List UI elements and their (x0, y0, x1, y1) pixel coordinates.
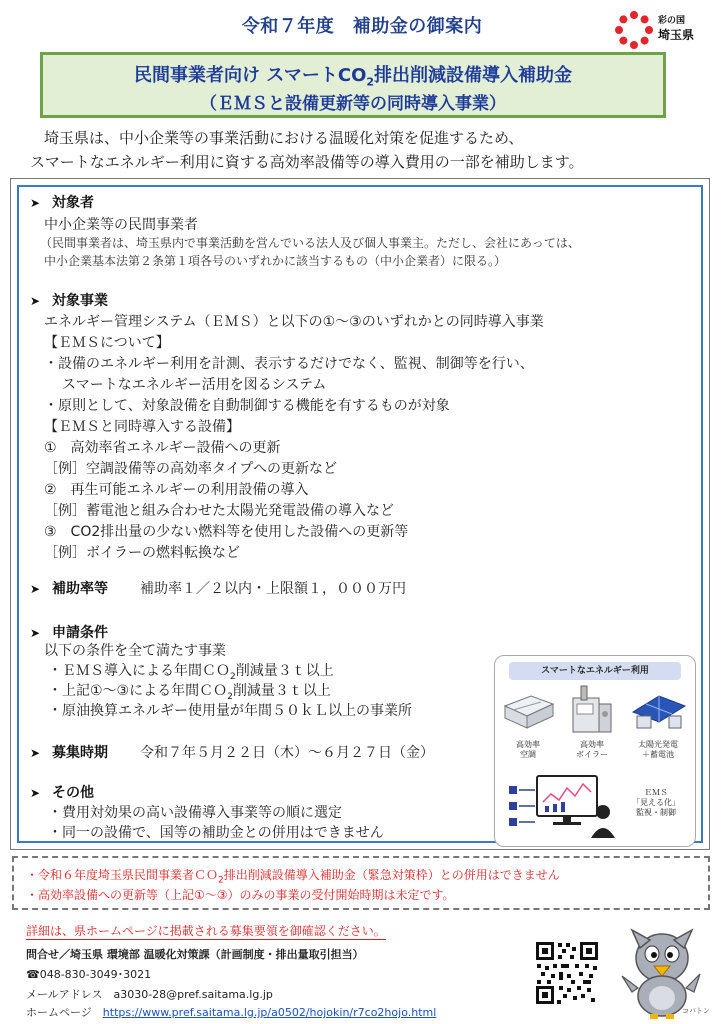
section-heading-project (30, 290, 108, 310)
ems-label-3: 監視・制御 (636, 808, 676, 817)
mail-label: メールアドレス (26, 988, 103, 1001)
arrow-icon: ➤ (30, 746, 41, 760)
aircon-label (501, 740, 555, 760)
arrow-icon: ➤ (30, 786, 41, 800)
sub-title: （ＥＭＳと設備更新等の同時導入事業） (200, 94, 506, 114)
ems-label-1: ＥＭＳ (644, 788, 668, 797)
web-label: ホームページ (26, 1006, 92, 1019)
main-title-post: 排出削減設備導入補助金 (374, 65, 573, 86)
contact-line: 問合せ／埼玉県 環境部 温暖化対策課（計画制度・排出量取引担当） (26, 948, 364, 961)
section-heading-text: 補助率等 (52, 581, 108, 597)
qr-code-icon[interactable] (534, 940, 600, 1006)
notice-box (12, 856, 710, 910)
project-line-5: ・原則として、対象設備を自動制御する機能を有するものが対象 (44, 398, 450, 414)
boiler-icon (567, 684, 617, 734)
notice-line-1 (26, 866, 560, 885)
section-heading-text: 申請条件 (52, 625, 108, 641)
conditions-line-4: ・原油換算エネルギー使用量が年間５０ｋＬ以上の事業所 (48, 703, 412, 719)
target-note-2: 中小企業基本法第２条第１項各号のいずれかに該当するもの（中小企業者）に限る。） (44, 254, 507, 268)
target-note-1: （民間事業者は、埼玉県内で事業活動を営んでいる法人及び個人事業主。ただし、会社にあっては、 (40, 236, 580, 250)
intro-text (30, 126, 710, 174)
section-heading-rate (30, 578, 108, 598)
project-line-11: ③ CO2排出量の少ない燃料等を使用した設備への更新等 (44, 524, 409, 540)
project-line-12: ［例］ボイラーの燃料転換など (44, 545, 240, 561)
web-url-link[interactable]: https://www.pref.saitama.lg.jp/a0502/hojokin/r7co2hojo.html (102, 1006, 437, 1019)
notice-line-1-sub: 2 (218, 875, 224, 886)
arrow-icon: ➤ (30, 196, 41, 210)
section-heading-text: 募集時期 (52, 745, 108, 761)
target-line: 中小企業等の民間事業者 (44, 217, 198, 233)
boiler-label (565, 740, 619, 760)
intro-line-2: スマートなエネルギー利用に資する高効率設備等の導入費用の一部を補助します。 (30, 153, 584, 171)
main-title-pre: 民間事業者向け スマートCO (133, 65, 367, 86)
notice-line-1-pre: ・令和６年度埼玉県民間事業者ＣＯ (26, 868, 219, 882)
project-line-8: ［例］空調設備等の高効率タイプへの更新など (44, 461, 338, 477)
section-heading-period (30, 742, 108, 762)
boiler-label-1: 高効率 (580, 740, 604, 749)
project-line-9: ② 再生可能エネルギーの利用設備の導入 (44, 482, 309, 498)
boiler-label-2: ボイラー (576, 750, 608, 759)
section-heading-other (30, 782, 94, 802)
mail-address[interactable]: a3030-28@pref.saitama.lg.jp (113, 988, 273, 1001)
saitama-logo-icon (614, 10, 654, 50)
ems-label-2: 「見える化」 (632, 798, 680, 807)
notice-line-1-post: 排出削減設備導入補助金（緊急対策枠）との併用はできません (223, 868, 560, 882)
logo-big-text: 埼玉県 (658, 28, 695, 42)
solar-panel-icon (629, 686, 689, 732)
project-line-7: ① 高効率省エネルギー設備への更新 (44, 440, 281, 456)
project-line-6: 【ＥＭＳと同時導入する設備】 (44, 419, 240, 435)
arrow-icon: ➤ (30, 582, 41, 596)
conditions-line-3 (48, 680, 331, 702)
ems-label (621, 788, 691, 818)
aircon-label-1: 高効率 (516, 740, 540, 749)
conditions-line-3-sub: 2 (227, 691, 233, 702)
smart-energy-illustration (494, 655, 696, 847)
project-line-2: 【ＥＭＳについて】 (44, 335, 170, 351)
section-heading-text: 対象者 (52, 195, 94, 211)
conditions-line-2 (48, 660, 334, 682)
section-heading-text: 対象事業 (52, 293, 108, 309)
title-box (40, 52, 666, 118)
solar-label-1: 太陽光発電 (638, 740, 678, 749)
conditions-line-3-post: 削減量３ｔ以上 (232, 683, 331, 699)
main-title (43, 61, 663, 89)
arrow-icon: ➤ (30, 626, 41, 640)
other-line-1: ・費用対効果の高い設備導入事業等の順に選定 (48, 805, 342, 821)
project-line-3: ・設備のエネルギー利用を計測、表示するだけでなく、監視、制御等を行い、 (44, 356, 534, 372)
page-header-title: 令和７年度 補助金の御案内 (241, 16, 483, 37)
conditions-line-2-post: 削減量３ｔ以上 (235, 663, 334, 679)
aircon-icon (501, 694, 555, 732)
section-heading-text: その他 (52, 785, 94, 801)
other-line-2: ・同一の設備で、国等の補助金との併用はできません (48, 825, 384, 841)
solar-label-2: ＋蓄電池 (642, 750, 674, 759)
section-heading-target (30, 192, 94, 212)
rate-value: 補助率１／２以内・上限額１，０００万円 (140, 581, 406, 597)
mascot-name: コバトン (682, 1007, 710, 1015)
aircon-label-2: 空調 (520, 750, 536, 759)
intro-line-1: 埼玉県は、中小企業等の事業活動における温暖化対策を促進するため、 (44, 129, 524, 147)
conditions-line-2-pre: ・ＥＭＳ導入による年間ＣＯ (48, 663, 230, 679)
saitama-logo (614, 8, 714, 52)
main-title-sub: 2 (366, 75, 375, 89)
illustration-heading: スマートなエネルギー利用 (509, 662, 681, 680)
logo-text (658, 14, 694, 42)
section-heading-conditions (30, 622, 108, 642)
conditions-line-3-pre: ・上記①～③による年間ＣＯ (48, 683, 228, 699)
period-value: 令和７年５月２２日（木）～６月２７日（金） (140, 745, 434, 761)
notice-line-2: ・高効率設備への更新等（上記①～③）のみの事業の受付開始時期は未定です。 (26, 888, 455, 902)
arrow-icon: ➤ (30, 294, 41, 308)
project-line-1: エネルギー管理システム（ＥＭＳ）と以下の①～③のいずれかとの同時導入事業 (44, 314, 544, 330)
phone-line: ☎048-830-3049･3021 (26, 968, 152, 981)
web-line (26, 1004, 436, 1020)
conditions-line-2-sub: 2 (230, 671, 236, 682)
solar-label (625, 740, 691, 760)
ems-monitor-icon (505, 772, 617, 840)
mail-line (26, 986, 273, 1002)
project-line-4: スマートなエネルギー活用を図るシステム (62, 377, 327, 393)
detail-note: 詳細は、県ホームページに掲載される募集要領を御確認ください。 (26, 924, 386, 938)
logo-small-text: 彩の国 (658, 16, 686, 26)
conditions-line-1: 以下の条件を全て満たす事業 (44, 643, 226, 659)
project-line-10: ［例］蓄電池と組み合わせた太陽光発電設備の導入など (44, 503, 394, 519)
